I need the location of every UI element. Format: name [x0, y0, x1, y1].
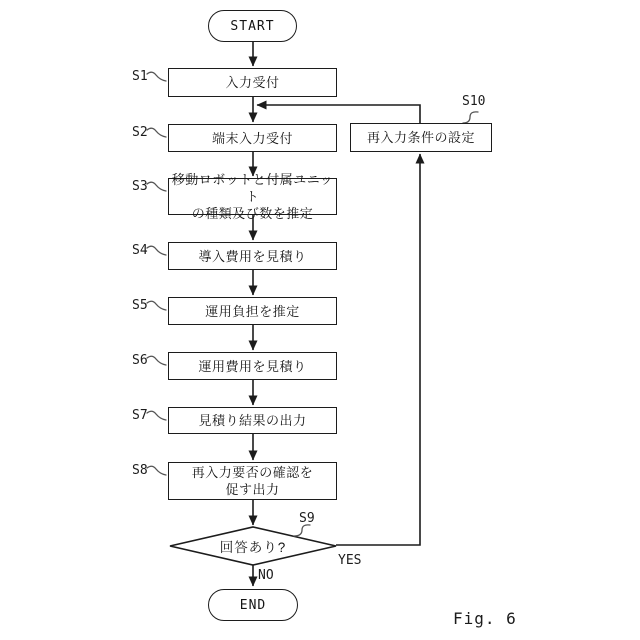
process-box-s8: [168, 462, 337, 500]
squiggle-s7: [147, 411, 166, 420]
squiggle-s1: [147, 72, 166, 81]
process-text-s10: 再入力条件の設定: [366, 130, 475, 145]
process-text-s5: 運用負担を推定: [205, 303, 300, 319]
squiggle-s5: [147, 301, 166, 310]
process-box-s1: [168, 68, 337, 97]
squiggle-s4: [147, 246, 166, 255]
squiggle-s8: [147, 466, 166, 475]
process-text-s2: 端末入力受付: [211, 130, 293, 146]
squiggle-s2: [147, 128, 166, 137]
start-label: START: [230, 18, 275, 34]
squiggle-s6: [147, 356, 166, 365]
squiggle-s10: [463, 112, 478, 123]
step-label-s9: S9: [299, 511, 315, 526]
end-label: END: [239, 597, 267, 613]
decision-question: [170, 527, 336, 565]
process-box-s2: [168, 124, 337, 152]
process-box-s7: [168, 407, 337, 434]
process-text-s1: 入力受付: [225, 75, 280, 90]
step-label-s7: S7: [132, 408, 148, 423]
process-text-s6: 運用費用を見積り: [198, 358, 307, 374]
step-label-s3: S3: [132, 179, 148, 194]
yes-branch-label: YES: [338, 553, 362, 568]
step-label-s10: S10: [462, 94, 486, 109]
process-text-s7: 見積り結果の出力: [198, 413, 307, 428]
step-label-s1: S1: [132, 69, 148, 84]
process-box-s5: [168, 297, 337, 325]
process-box-s4: [168, 242, 337, 270]
process-text-s3: 移動ロボットと付属ユニット の種類及び数を推定: [171, 172, 334, 221]
step-label-s4: S4: [132, 243, 148, 258]
squiggle-s3: [147, 182, 166, 191]
figure-caption: Fig. 6: [453, 609, 517, 628]
process-box-s3: [168, 172, 337, 221]
process-box-s10: [350, 123, 492, 152]
step-label-s5: S5: [132, 298, 148, 313]
start-terminal: [208, 10, 297, 42]
process-text-s4: 導入費用を見積り: [198, 248, 307, 264]
decision-question-text: 回答あり?: [219, 540, 287, 555]
step-label-s6: S6: [132, 353, 148, 368]
step-label-s2: S2: [132, 125, 148, 140]
step-label-s8: S8: [132, 463, 148, 478]
arrow-s10-to-main-line: [257, 105, 420, 123]
process-text-s8: 再入力要否の確認を 促す出力: [191, 465, 314, 497]
no-branch-label: NO: [258, 568, 274, 583]
process-box-s6: [168, 352, 337, 380]
arrow-s9-yes-to-s10: [336, 154, 420, 545]
end-terminal: [208, 589, 298, 621]
